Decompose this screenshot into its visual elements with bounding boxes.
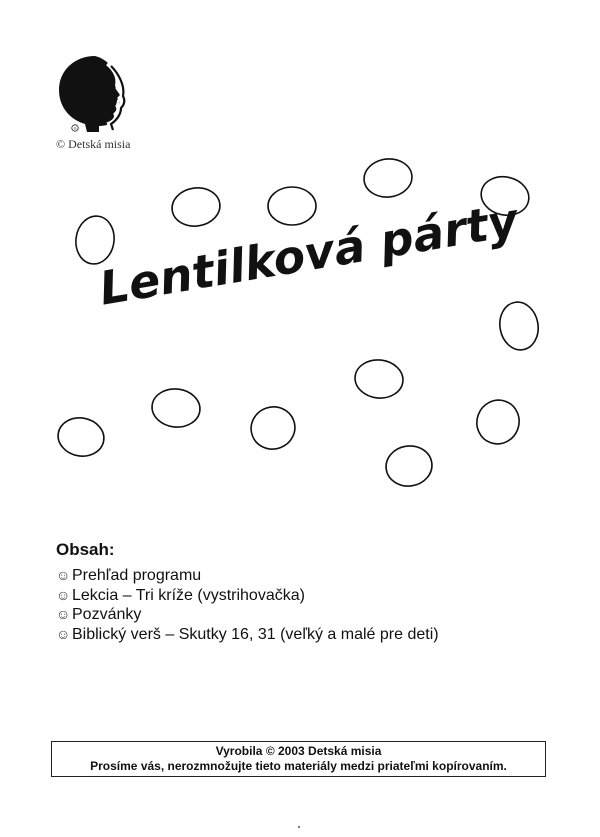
footer-notice (51, 741, 546, 777)
candy-oval (245, 401, 301, 456)
list-item-text: Prehľad programu (72, 567, 202, 584)
list-item (56, 625, 439, 645)
smiley-icon: ☺ (56, 586, 71, 603)
list-item (56, 586, 439, 606)
candy-oval (73, 214, 117, 267)
contents-list (56, 566, 439, 644)
smiley-icon: ☺ (56, 567, 71, 583)
candy-oval (268, 187, 316, 225)
candy-oval (383, 443, 434, 489)
list-item-text: Lekcia – Tri kríže (vystrihovačka) (72, 586, 305, 604)
list-item (56, 605, 439, 625)
list-item-text: Biblický verš – Skutky 16, 31 (veľký a malé pre deti) (72, 625, 439, 643)
footer-copy-notice: Prosíme vás, nerozmnožujte tieto materiály medzi priateľmi kopírovaním. (90, 759, 507, 773)
candy-oval (55, 414, 107, 459)
candy-oval (496, 299, 542, 353)
page-title: Lentilková párty (95, 192, 522, 316)
list-item (56, 566, 439, 586)
smiley-icon: ☺ (56, 606, 71, 622)
candy-oval (362, 157, 414, 200)
list-item-text: Pozvánky (72, 606, 142, 623)
scan-speck (298, 826, 300, 828)
registered-mark: ® (73, 126, 77, 131)
contents-heading: Obsah: (56, 540, 115, 559)
candy-oval (170, 185, 223, 229)
candy-oval (150, 387, 202, 430)
candy-oval (471, 394, 526, 450)
smiley-icon: ☺ (56, 625, 71, 642)
logo-caption: © Detská misia (56, 137, 131, 151)
footer-copyright: Vyrobila © 2003 Detská misia (215, 744, 382, 758)
candy-oval (353, 358, 405, 401)
